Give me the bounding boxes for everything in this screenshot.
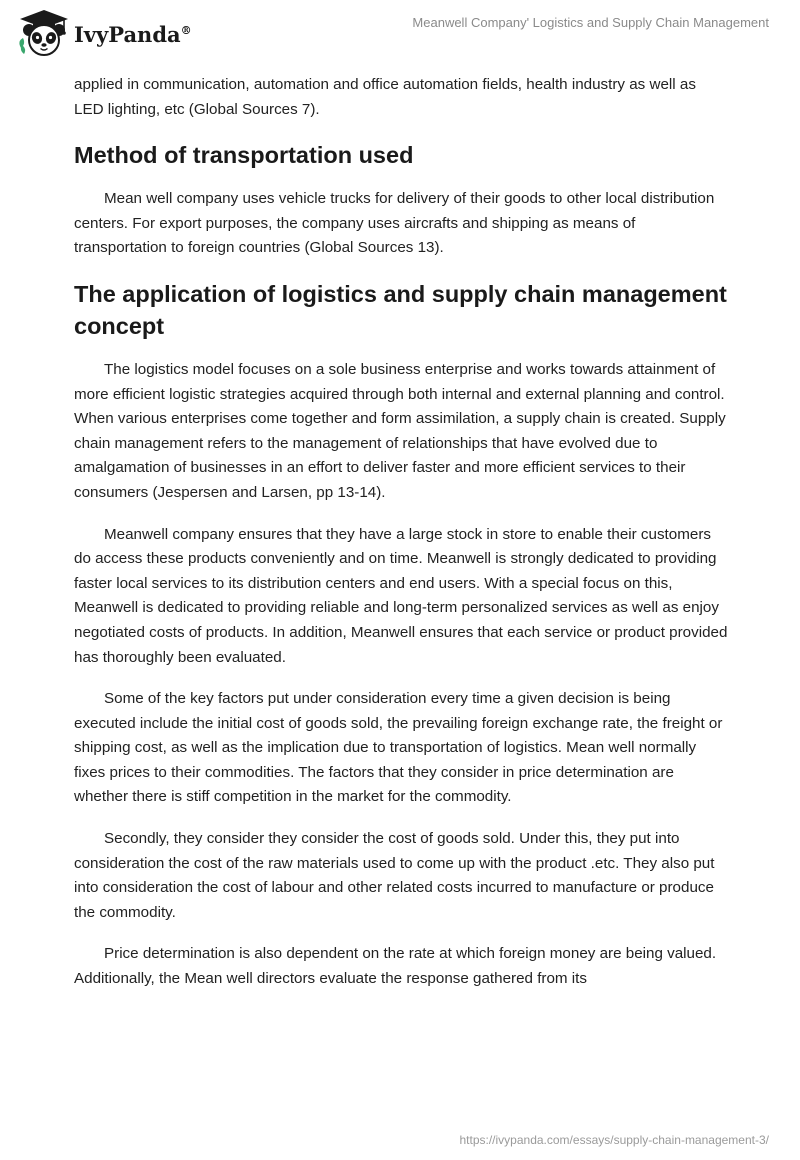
logo-text: IvyPanda® [74, 21, 192, 47]
logistics-paragraph-2: Meanwell company ensures that they have a large stock in store to enable their customers do access these products conveniently and on time. Meanwell is strongly dedicated to providing faster local services to its distribution centers and end users. With a special focus on this, Meanwell is dedicated to providing reliable and long-term personalized services as well as enjoy negotiated costs of products. In addition, Meanwell ensures that each service or product provided has thoroughly been evaluated. [74, 525, 728, 666]
intro-paragraph: applied in communication, automation and office automation fields, health industry as well as LED lighting, etc (Global Sources 7). [74, 76, 696, 118]
ivypanda-logo[interactable] [16, 8, 192, 58]
logistics-paragraph-3: Some of the key factors put under consideration every time a given decision is being executed include the initial cost of goods sold, the prevailing foreign exchange rate, the freight or shipping cost, as well as the implication due to transportation of logistics. Mean well normally fixes prices to their commodities. The factors that they consider in price determination are whether there is stiff competition in the market for the commodity. [74, 690, 723, 806]
source-url[interactable]: https://ivypanda.com/essays/supply-chain-management-3/ [459, 1133, 769, 1147]
logistics-paragraph-5: Price determination is also dependent on the rate at which foreign money are being valued. Additionally, the Mean well directors evaluate the response gathered from its [74, 945, 717, 988]
running-title: Meanwell Company' Logistics and Supply Chain Management [412, 15, 769, 30]
registered-mark: ® [180, 23, 192, 37]
logistics-paragraph-1: The logistics model focuses on a sole business enterprise and works towards attainment of more efficient logistic strategies acquired through both internal and external planning and control. When various enterprises come together and form assimilation, a supply chain is created. Supply chain management refers to the management of relationships that have evolved due to amalgamation of businesses in an effort to deliver faster and more efficient services to their consumers (Jespersen and Larsen, pp 13-14). [74, 360, 726, 501]
section-heading-transportation: Method of transportation used [74, 142, 414, 169]
panda-graduate-icon [16, 8, 72, 58]
page-header [0, 0, 800, 70]
essay-content [74, 73, 729, 1009]
section-heading-logistics-concept: The application of logistics and supply chain management concept [74, 280, 727, 339]
transportation-paragraph: Mean well company uses vehicle trucks for delivery of their goods to other local distribution centers. For export purposes, the company uses aircrafts and shipping as means of transportation to foreign countries (Global Sources 13). [74, 190, 715, 257]
logistics-paragraph-4: Secondly, they consider they consider the cost of goods sold. Under this, they put into consideration the cost of the raw materials used to come up with the product .etc. They also put into consideration the cost of labour and other related costs incurred to manufacture or produce the commodity. [74, 830, 715, 921]
